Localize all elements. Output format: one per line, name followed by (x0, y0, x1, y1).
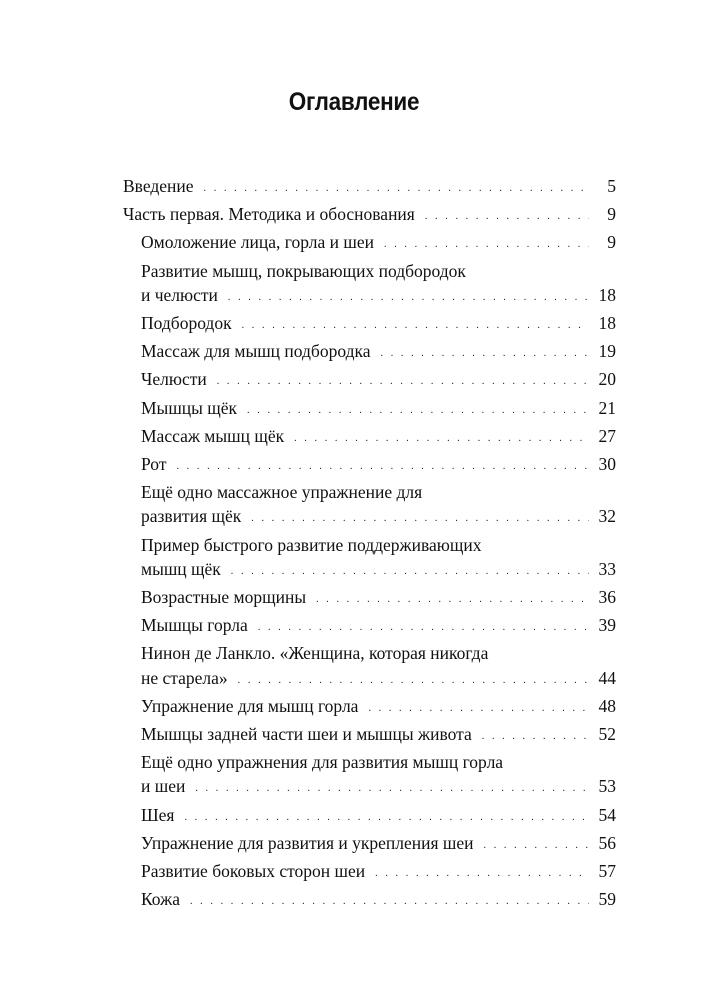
toc-page-number: 5 (607, 176, 616, 196)
toc-entry[interactable] (123, 480, 616, 532)
toc-entry-label: Введение (123, 176, 194, 196)
toc-entry[interactable] (123, 831, 616, 859)
dot-leader (204, 177, 589, 201)
toc-entry[interactable] (123, 452, 616, 480)
toc-entry-label: и челюсти (141, 284, 218, 305)
toc-page-number: 53 (598, 776, 616, 797)
toc-page-number: 30 (598, 454, 616, 475)
dot-leader (294, 427, 589, 451)
toc-page-number: 56 (598, 832, 616, 853)
toc-page-number: 36 (598, 587, 616, 608)
toc-entry-label: Омоложение лица, горла и шеи (141, 232, 374, 253)
toc-page-number: 48 (598, 695, 616, 716)
toc-entry-label: Рот (141, 454, 167, 475)
toc-entry-label: Массаж для мышц подбородка (141, 341, 371, 362)
toc-entry[interactable] (123, 230, 616, 258)
toc-page-number: 59 (598, 889, 616, 910)
toc-page-number: 33 (598, 558, 616, 579)
dot-leader (217, 370, 589, 394)
toc-entry[interactable] (123, 367, 616, 395)
toc-entry-label: Возрастные морщины (141, 587, 307, 608)
dot-leader (184, 806, 589, 830)
toc-page-number: 57 (598, 861, 616, 882)
toc-entry-label: Развитие боковых сторон шеи (141, 861, 366, 882)
dot-leader (190, 890, 589, 914)
toc-entry-label: Челюсти (141, 369, 207, 390)
dot-leader (228, 286, 589, 310)
toc-entry-label: Шея (141, 804, 175, 825)
dot-leader (247, 399, 589, 423)
toc-entry-label: Подбородок (141, 313, 232, 334)
toc-entry-label: Часть первая. Методика и обоснования (123, 204, 415, 225)
toc-page-number: 9 (607, 232, 616, 253)
toc-entry-label-line1: Пример быстрого развитие поддерживающих (141, 534, 482, 555)
toc-entry[interactable] (123, 722, 616, 750)
dot-leader (368, 697, 589, 721)
toc-entry-label: мышц щёк (141, 558, 221, 579)
toc-page-number: 18 (598, 284, 616, 305)
toc-page-number: 52 (598, 724, 616, 745)
page-title: Оглавление (288, 88, 420, 116)
dot-leader (176, 455, 589, 479)
toc-entry-label: Упражнение для мышц горла (141, 695, 359, 716)
toc-entry[interactable] (123, 887, 616, 915)
toc-entry-label: Мышцы задней части шеи и мышцы живота (141, 724, 472, 745)
toc-entry-label: Мышцы горла (141, 615, 248, 636)
toc-entry[interactable] (123, 533, 616, 585)
toc-page-number: 54 (598, 804, 616, 825)
toc-page-number: 19 (598, 341, 616, 362)
toc-entry-label: и шеи (141, 776, 186, 797)
toc-page-number: 27 (598, 425, 616, 446)
toc-entry-label-line1: Ещё одно упражнения для развития мышц горла (141, 752, 504, 773)
toc-page-number: 39 (598, 615, 616, 636)
toc-entry[interactable] (123, 202, 616, 230)
toc-entry[interactable] (123, 311, 616, 339)
toc-entry[interactable] (123, 803, 616, 831)
toc-entry-label-line1: Ещё одно массажное упражнение для (141, 482, 423, 503)
toc-page-number: 32 (598, 506, 616, 527)
toc-page-number: 21 (598, 397, 616, 418)
dot-leader (251, 507, 589, 531)
toc-entry-label: Кожа (141, 889, 180, 910)
toc-entry-label: Мышцы щёк (141, 397, 238, 418)
dot-leader (381, 342, 590, 366)
table-of-contents (123, 174, 616, 915)
toc-entry-label: Массаж мышц щёк (141, 425, 285, 446)
toc-page-number: 9 (607, 204, 616, 225)
toc-entry-label: Упражнение для развития и укрепления шеи (141, 832, 474, 853)
toc-entry-label: не старела» (141, 667, 228, 688)
toc-page-number: 44 (598, 667, 616, 688)
dot-leader (425, 205, 589, 229)
toc-entry[interactable] (123, 750, 616, 802)
toc-entry[interactable] (123, 859, 616, 887)
dot-leader (484, 834, 589, 858)
dot-leader (316, 588, 589, 612)
toc-entry[interactable] (123, 613, 616, 641)
dot-leader (242, 314, 589, 338)
dot-leader (375, 862, 589, 886)
toc-entry[interactable] (123, 396, 616, 424)
dot-leader (195, 777, 589, 801)
dot-leader (238, 669, 589, 693)
toc-page-number: 18 (598, 313, 616, 334)
toc-entry-label: развития щёк (141, 506, 242, 527)
toc-entry[interactable] (123, 174, 616, 202)
dot-leader (384, 233, 589, 257)
toc-entry[interactable] (123, 694, 616, 722)
toc-entry[interactable] (123, 585, 616, 613)
toc-entry[interactable] (123, 424, 616, 452)
dot-leader (258, 616, 589, 640)
toc-entry-label-line1: Развитие мышц, покрывающих подбородок (141, 260, 466, 281)
toc-entry[interactable] (123, 339, 616, 367)
toc-entry[interactable] (123, 259, 616, 311)
toc-entry[interactable] (123, 641, 616, 693)
dot-leader (231, 560, 589, 584)
dot-leader (482, 725, 589, 749)
toc-page-number: 20 (598, 369, 616, 390)
toc-entry-label-line1: Нинон де Ланкло. «Женщина, которая никогда (141, 643, 489, 664)
